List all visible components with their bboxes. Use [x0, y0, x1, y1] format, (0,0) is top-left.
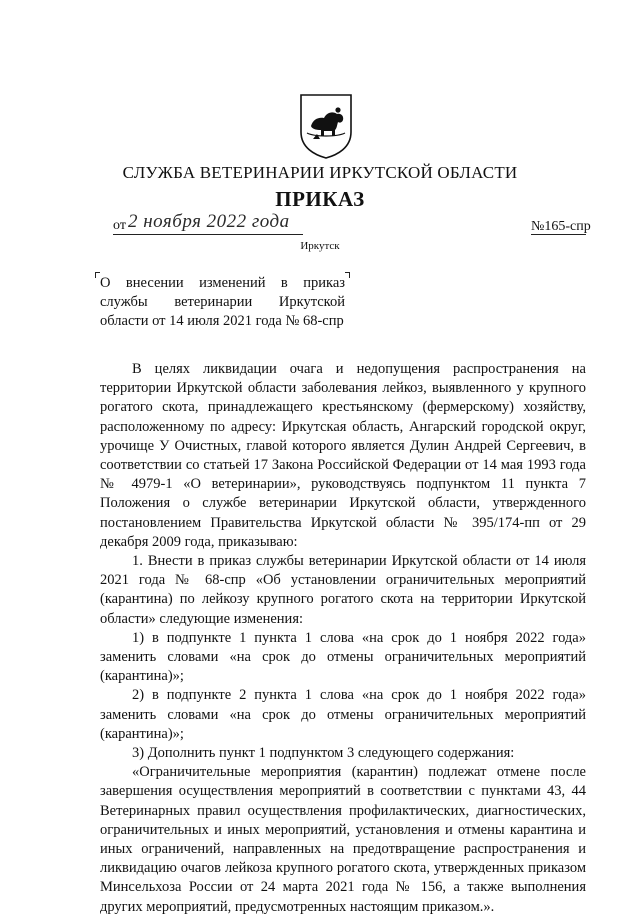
- subject-bracket-right: [345, 272, 350, 278]
- subject-bracket-left: [95, 272, 100, 278]
- subject-text: О внесении изменений в приказ службы ветеринарии Иркутской области от 14 июля 2021 года № 68-спр: [100, 275, 345, 329]
- document-number-text: №165-спр: [531, 219, 591, 234]
- document-number: [531, 217, 591, 237]
- number-underline: [531, 234, 586, 235]
- document-type: ПРИКАЗ: [275, 187, 365, 211]
- agency-name: СЛУЖБА ВЕТЕРИНАРИИ ИРКУТСКОЙ ОБЛАСТИ: [122, 163, 518, 182]
- city: Иркутск: [300, 240, 340, 252]
- body-paragraph: В целях ликвидации очага и недопущения распространения на территории Иркутской области заболевания лейкоз, выявленного у крупного рогатого скота, принадлежащего крестьянскому (фермерскому) хозяйству, расположенному по адресу: Иркутская область, Ангарский городской округ, урочище У Очистных, главой которого является Дулин Андрей Сергеевич, в соответствии со статьей 17 Закона Российской Федерации от 14 мая 1993 года № 4979-1 «О ветеринарии», руководствуясь подпунктом 11 пункта 7 Положения о службе ветеринарии Иркутской области, утвержденного постановлением Правительства Иркутской области № 395/174-пп от 29 декабря 2009 года, приказываю:: [100, 361, 586, 550]
- date-underline: [113, 234, 303, 235]
- document-date: [113, 213, 313, 237]
- body-paragraph: «Ограничительные мероприятия (карантин) подлежат отмене после завершения осуществления мероприятий в соответствии с пунктами 43, 44 Ветеринарных правил осуществления профилактических, диагностических, ограничительных и иных мероприятий, установления и отмены карантина и иных ограничений, направленных на предотвращение распространения и ликвидацию очагов лейкоза крупного рогатого скота, утвержденных приказом Минсельхоза России от 24 марта 2021 года № 156, а также выполнения других мероприятий, предусмотренных настоящим приказом.».: [100, 764, 586, 915]
- coat-of-arms-icon: [297, 92, 355, 160]
- body-paragraph: 1) в подпункте 1 пункта 1 слова «на срок до 1 ноября 2022 года» заменить словами «на срок до отмены ограничительных мероприятий (карантина)»;: [100, 629, 586, 685]
- document-body: [100, 360, 586, 917]
- body-paragraph: 3) Дополнить пункт 1 подпунктом 3 следующего содержания:: [132, 745, 515, 762]
- date-prefix: от: [113, 218, 126, 233]
- handwritten-date: 2 ноября 2022 года: [128, 211, 290, 232]
- document-subject: [100, 274, 345, 331]
- body-paragraph: 2) в подпункте 2 пункта 1 слова «на срок до 1 ноября 2022 года» заменить словами «на срок до отмены ограничительных мероприятий (карантина)»;: [100, 687, 586, 742]
- body-paragraph: 1. Внести в приказ службы ветеринарии Иркутской области от 14 июля 2021 года № 68-спр «Об установлении ограничительных мероприятий (карантина) по лейкозу крупного рогатого скота на территории Иркутской области» следующие изменения:: [100, 553, 586, 627]
